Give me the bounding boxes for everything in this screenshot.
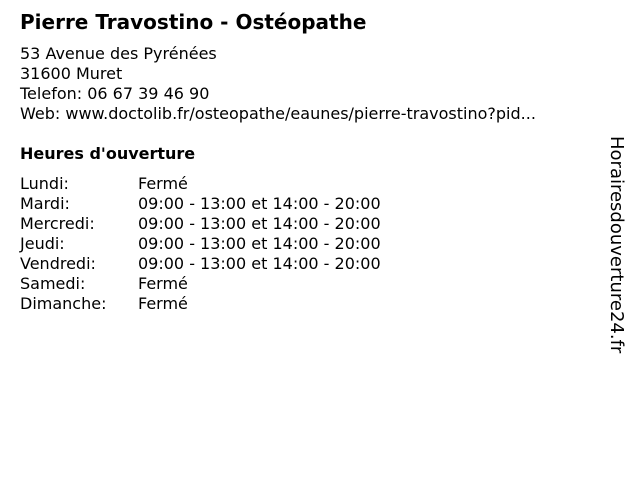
phone-number: Telefon: 06 67 39 46 90: [20, 84, 210, 103]
day-label: Dimanche:: [20, 294, 107, 313]
city-postal: 31600 Muret: [20, 64, 123, 83]
hours-value: 09:00 - 13:00 et 14:00 - 20:00: [138, 214, 381, 233]
hours-value: Fermé: [138, 294, 188, 313]
hours-row: [20, 294, 381, 314]
hours-row: [20, 254, 381, 274]
hours-value: 09:00 - 13:00 et 14:00 - 20:00: [138, 234, 381, 253]
hours-heading: Heures d'ouverture: [20, 144, 196, 163]
hours-row: [20, 274, 381, 294]
day-label: Samedi:: [20, 274, 86, 293]
opening-hours-table: [20, 174, 381, 314]
page-title: Pierre Travostino - Ostéopathe: [20, 10, 367, 34]
day-label: Jeudi:: [20, 234, 65, 253]
hours-row: [20, 174, 381, 194]
day-label: Mercredi:: [20, 214, 95, 233]
address-block: [20, 44, 536, 124]
hours-row: [20, 234, 381, 254]
website-link[interactable]: Web: www.doctolib.fr/osteopathe/eaunes/pierre-travostino?pid...: [20, 104, 536, 123]
day-label: Lundi:: [20, 174, 69, 193]
site-watermark: Horairesdouverture24.fr: [606, 136, 627, 354]
street-address: 53 Avenue des Pyrénées: [20, 44, 217, 63]
day-label: Mardi:: [20, 194, 70, 213]
hours-row: [20, 214, 381, 234]
hours-value: Fermé: [138, 174, 188, 193]
hours-value: 09:00 - 13:00 et 14:00 - 20:00: [138, 194, 381, 213]
day-label: Vendredi:: [20, 254, 96, 273]
hours-value: 09:00 - 13:00 et 14:00 - 20:00: [138, 254, 381, 273]
hours-row: [20, 194, 381, 214]
hours-value: Fermé: [138, 274, 188, 293]
